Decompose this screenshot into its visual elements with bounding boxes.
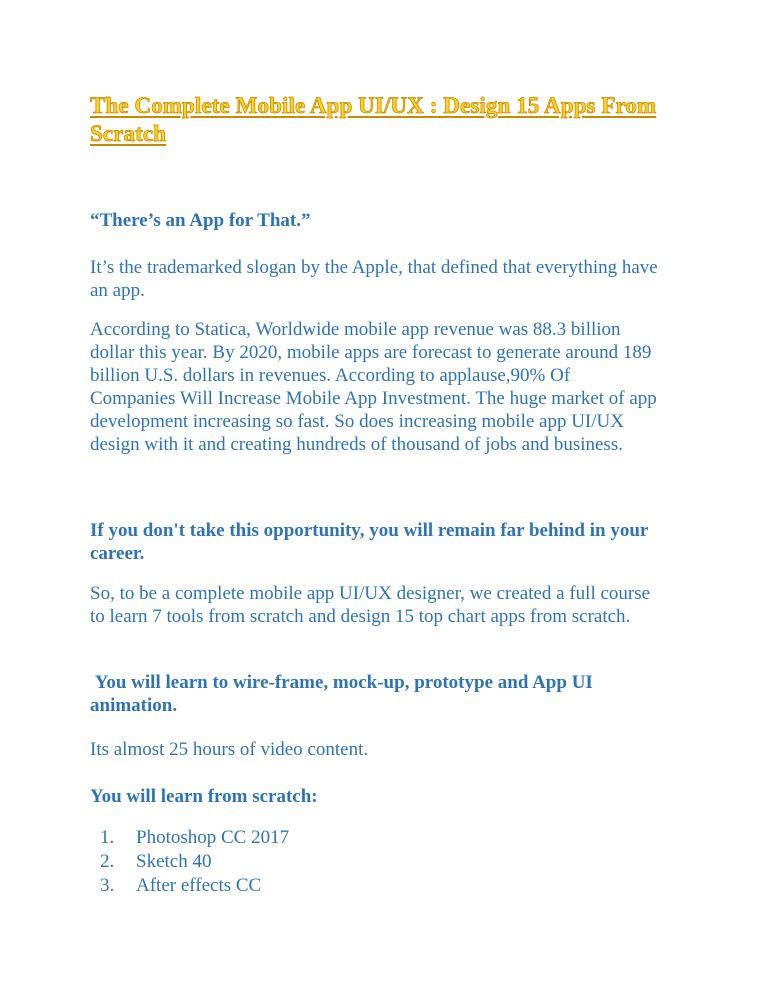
list-item-label: Photoshop CC 2017: [136, 827, 290, 848]
list-item: [100, 826, 289, 850]
heading-learn-from-scratch: You will learn from scratch:: [90, 786, 318, 807]
list-item-number: 3.: [100, 875, 115, 896]
list-item: [100, 874, 289, 898]
list-item-label: After effects CC: [136, 875, 262, 896]
list-item-label: Sketch 40: [136, 851, 212, 872]
slogan-quote: “There’s an App for That.”: [90, 210, 311, 231]
tools-list: [100, 826, 289, 898]
heading-opportunity: If you don't take this opportunity, you will remain far behind in your career.: [90, 520, 648, 564]
list-item-number: 1.: [100, 827, 115, 848]
paragraph-course-intro: So, to be a complete mobile app UI/UX designer, we created a full course to learn 7 tools from scratch and design 15 top chart apps from scratch.: [90, 583, 651, 627]
heading-learn-skills: You will learn to wire-frame, mock-up, prototype and App UI animation.: [90, 672, 598, 716]
document-title: The Complete Mobile App UI/UX : Design 15 Apps From Scratch: [90, 93, 657, 146]
paragraph-slogan-explanation: It’s the trademarked slogan by the Apple, that defined that everything have an app.: [90, 257, 658, 301]
paragraph-market-stats: According to Statica, Worldwide mobile app revenue was 88.3 billion dollar this year. By 2020, mobile apps are forecast to generate around 189 billion U.S. dollars in revenues. According to applause,90% Of Companies Will Increase Mobile App Investment. The huge market of app development increasing so fast. So does increasing mobile app UI/UX design with it and creating hundreds of thousand of jobs and business.: [90, 319, 657, 455]
list-item-number: 2.: [100, 851, 115, 872]
paragraph-video-duration: Its almost 25 hours of video content.: [90, 739, 369, 760]
list-item: [100, 850, 289, 874]
